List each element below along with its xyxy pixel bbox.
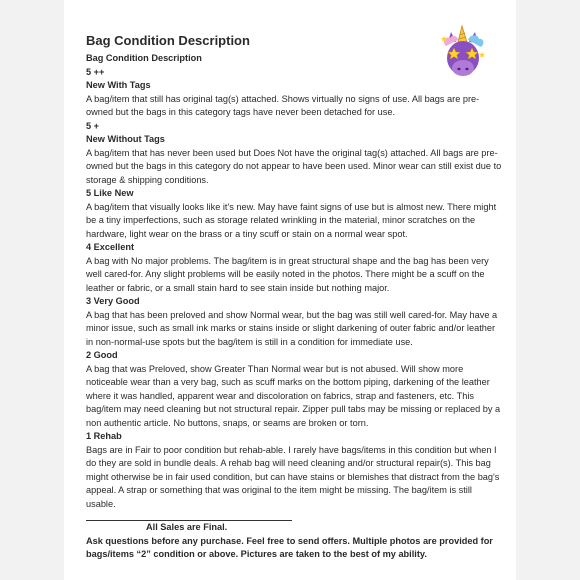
grade-section-4 <box>86 241 504 295</box>
grade-section-1 <box>86 430 504 511</box>
grade-description: A bag/item that visually looks like it's new. May have faint signs of use but is almost new. There might be a tiny imperfections, such as storage related wrinkling in the material, minor scratches on the hardware, light wear on the brass or a tiny scuff or stain on a normal wear spot. <box>86 201 497 239</box>
grade-section-5 <box>86 187 504 241</box>
grade-section-3 <box>86 295 504 349</box>
grade-description: A bag that has been preloved and show Normal wear, but the bag was still well cared-for. May have a minor issue, such as small ink marks or stains inside or slight darkening of outer fabric and/or leather in non-normal-use spots but the bag/item is still in a condition for immediate use. <box>86 309 498 347</box>
grade-description: A bag/item that has never been used but Does Not have the original tag(s) attached. All bags are pre-owned but the bags in this category do not appear to have been used. Minor wear can still exist due to storage & shipping conditions. <box>86 147 502 185</box>
grade-name: New With Tags <box>86 80 151 90</box>
unicorn-star-eyes-icon <box>438 24 488 82</box>
grade-description: Bags are in Fair to poor condition but rehab-able. I rarely have bags/items in this condition but when I do they are sold in bundle deals. A rehab bag will need cleaning and/or structural repair(s). This bag might otherwise be in fair used condition, but can have stains or blemishes that distract from the bag's appeal. A strap or something that was original to the item might be missing. The bag/item is still usable. <box>86 444 500 509</box>
grade-description: A bag that was Preloved, show Greater Than Normal wear but is not abused. Will show more noticeable wear than a very bag, such as scuff marks on the bottom piping, darkening of the leather where it was handled, apparent wear and discoloration on fabrics, strap and fasteners, etc. This bag/item may need cleaning but not structural repair. Zipper pull tabs may be missing or replaced by a non authentic article. No buttons, snaps, or seams are broken or torn. <box>86 363 501 428</box>
grade-description: A bag with No major problems. The bag/item is in great structural shape and the bag has been very well cared-for. Any slight problems will be easily noted in the photos. There might be a scuff on the leather or fabric, or a small stain hard to see stain inside but nothing major. <box>86 255 489 293</box>
document-subtitle: Bag Condition Description <box>86 53 202 63</box>
grade-name: 4 Excellent <box>86 242 135 252</box>
grade-name: 3 Very Good <box>86 296 140 306</box>
grade-name: 2 Good <box>86 350 118 360</box>
grade-description: A bag/item that still has original tag(s) attached. Shows virtually no signs of use. All bags are pre-owned but the bags in this category tags have never been detached for use. <box>86 93 480 117</box>
footer-final-note: All Sales are Final. <box>146 522 228 532</box>
page-title: Bag Condition Description <box>86 33 250 48</box>
grade-section-5p <box>86 120 504 188</box>
grade-name: 5 Like New <box>86 188 134 198</box>
grade-name: New Without Tags <box>86 134 165 144</box>
document-content <box>86 33 504 562</box>
grade-code: 5 ++ <box>86 66 105 77</box>
grade-name: 1 Rehab <box>86 431 122 441</box>
grade-section-2 <box>86 349 504 430</box>
grade-code: 5 + <box>86 120 100 131</box>
document-page <box>64 0 516 580</box>
footer-note: Ask questions before any purchase. Feel free to send offers. Multiple photos are provided for bags/items “2” condition or above. Pictures are taken to the best of my ability. <box>86 535 493 559</box>
